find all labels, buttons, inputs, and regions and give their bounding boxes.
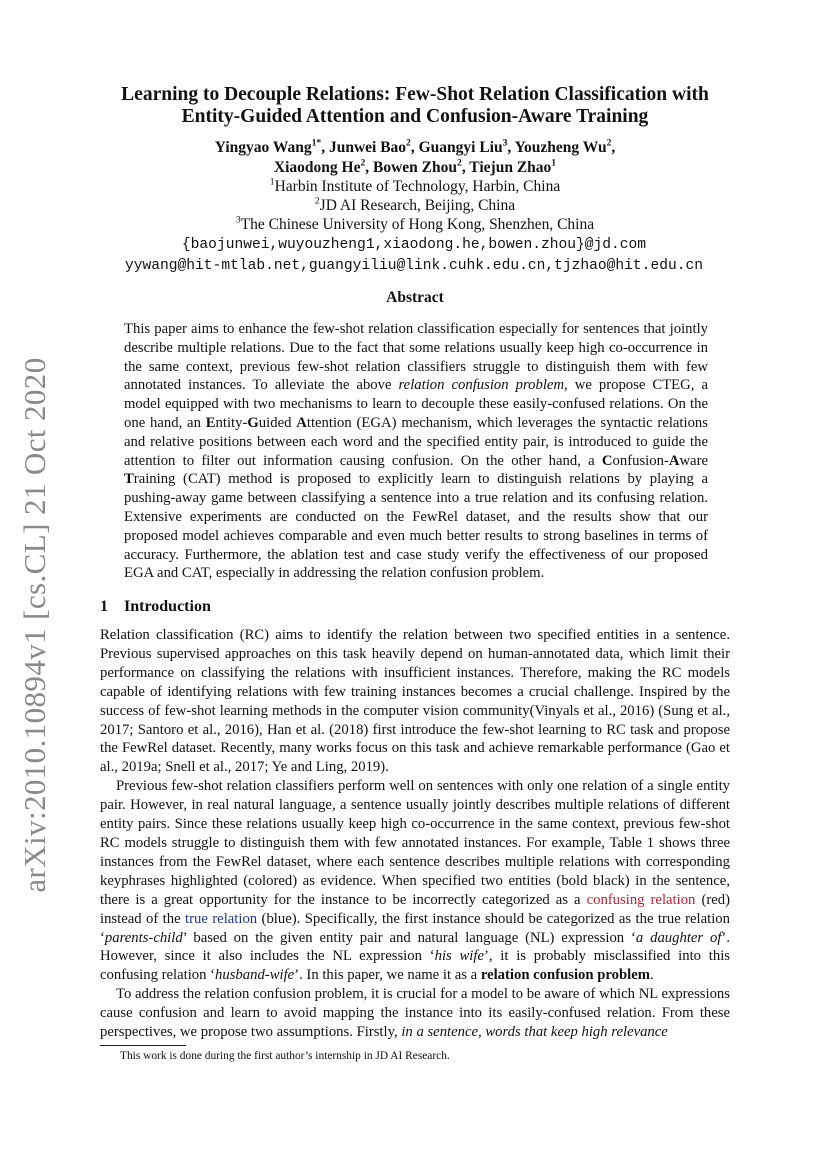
author-name: Guangyi Liu	[418, 139, 503, 156]
section-title: Introduction	[124, 598, 211, 615]
paragraph-3: To address the relation confusion problem, it is crucial for a model to be aware of which NL expressions cause confusion and learn to avoid mapping the instance into its easily-confused relation. From these perspectives, we propose two assumptions. Firstly, in a sentence, words that keep high relevance	[100, 986, 730, 1041]
affiliation-name: The Chinese University of Hong Kong, Shenzhen, China	[240, 216, 595, 233]
author-line-2: Xiaodong He$^2$, Bowen Zhou$^2$, Tiejun Zhao$^1$	[273, 157, 557, 176]
email-line-1: {baojunwei,wuyouzheng1,xiaodong.he,bowen.zhou}@jd.com	[181, 237, 647, 253]
section-heading-introduction	[100, 598, 211, 616]
author-name: Bowen Zhou	[373, 159, 458, 176]
author-affil-mark: 2	[606, 137, 612, 149]
introduction-body	[100, 626, 730, 1042]
author-affil-mark: 2	[406, 137, 411, 149]
affiliation-name: Harbin Institute of Technology, Harbin, China	[274, 178, 561, 195]
relation-confusion-term: relation confusion problem	[480, 967, 651, 984]
abstract-heading: Abstract	[386, 289, 444, 306]
author-name: Junwei Bao	[328, 139, 407, 156]
author-affil-mark: 1*	[311, 137, 322, 149]
affiliation-mark: 3	[235, 214, 241, 226]
author-name: Xiaodong He	[273, 159, 361, 176]
affiliation-1	[100, 177, 730, 197]
author-name: Youzheng Wu	[514, 139, 607, 156]
confusing-relation-highlight: confusing relation	[586, 891, 696, 908]
author-name: Yingyao Wang	[214, 139, 312, 156]
author-list	[100, 138, 730, 178]
affiliation-3	[100, 215, 730, 235]
affiliation-mark: 2	[314, 195, 320, 207]
paragraph-1: Relation classification (RC) aims to identify the relation between two specified entities in a sentence. Previous supervised approaches on this task heavily depend on human-annotated data, which limit their performance on classifying the relations with insufficient instances. Therefore, making the RC models capable of identifying relations with few training instances becomes a crucial challenge. Inspired by the success of few-shot learning methods in the computer vision community(Vinyals et al., 2016) (Sung et al., 2017; Santoro et al., 2016), Han et al. (2018) first introduce the few-shot learning to RC task and propose the FewRel dataset. Recently, many works focus on this task and achieve remarkable performance (Gao et al., 2019a; Snell et al., 2017; Ye and Ling, 2019).	[100, 627, 730, 776]
author-affil-mark: 2	[457, 157, 462, 169]
author-affil-mark: 2	[360, 157, 366, 169]
section-number: 1	[100, 598, 108, 615]
arxiv-identifier: arXiv:2010.10894v1 [cs.CL] 21 Oct 2020	[17, 357, 52, 893]
paper-title	[100, 84, 730, 128]
affiliation-2	[100, 196, 730, 216]
author-line-1: Yingyao Wang$^{1*}$, Junwei Bao$^2$, Guangyi Liu$^3$, Youzheng Wu$^2$,	[214, 137, 616, 156]
footnote-rule	[100, 1045, 186, 1046]
title-line-2: Entity-Guided Attention and Confusion-Aware Training	[181, 106, 649, 127]
author-name: Tiejun Zhao	[469, 159, 552, 176]
affiliation-name: JD AI Research, Beijing, China	[319, 197, 516, 214]
paragraph-2: Previous few-shot relation classifiers perform well on sentences with only one relation of a single entity pair. However, in real natural language, a sentence usually jointly describes multiple relations of different entity pairs. Since these relations usually keep high co-occurrence in the same context, previous few-shot RC models struggle to distinguish them with few annotated instances. For example, Table 1 shows three instances from the FewRel dataset, where each sentence describes multiple relations with corresponding keyphrases highlighted (colored) as evidence. When specified two entities (bold black) in the sentence, there is a great opportunity for the instance to be incorrectly categorized as a confusing relation (red) instead of the true relation (blue). Specifically, the first instance should be categorized as the true relation ‘parents-child’ based on the given entity pair and natural language (NL) expression ‘a daughter of’. However, since it also includes the NL expression ‘his wife’, it is probably misclassified into this confusing relation ‘husband-wife’. In this paper, we name it as a relation confusion problem.	[100, 778, 730, 984]
footnote: This work is done during the first author’s internship in JD AI Research.	[120, 1050, 450, 1062]
author-affil-mark: 3	[502, 137, 508, 149]
abstract-body: This paper aims to enhance the few-shot relation classification especially for sentences that jointly describe multiple relations. Due to the fact that some relations usually keep high co-occurrence in the same context, previous few-shot relation classifiers struggle to distinguish them with few annotated instances. To alleviate the above relation confusion problem, we propose CTEG, a model equipped with two mechanisms to learn to decouple these easily-confused relations. On the one hand, an Entity-Guided Attention (EGA) mechanism, which leverages the syntactic relations and relative positions between each word and the specified entity pair, is introduced to guide the attention to filter out information causing confusion. On the other hand, a Confusion-Aware Training (CAT) method is proposed to explicitly learn to distinguish relations by playing a pushing-away game between classifying a sentence into a true relation and its confusing relation. Extensive experiments are conducted on the FewRel dataset, and the results show that our proposed model achieves comparable and even much better results to strong baselines in terms of accuracy. Furthermore, the ablation test and case study verify the effectiveness of our proposed EGA and CAT, especially in addressing the relation confusion problem.	[124, 321, 708, 582]
author-affil-mark: 1	[551, 157, 557, 169]
abstract-emphasis: relation confusion problem	[398, 377, 565, 394]
arxiv-sidebar-stamp	[8, 357, 62, 893]
email-line-2: yywang@hit-mtlab.net,guangyiliu@link.cuhk.edu.cn,tjzhao@hit.edu.cn	[124, 258, 703, 274]
title-line-1: Learning to Decouple Relations: Few-Shot Relation Classification with	[121, 84, 709, 105]
true-relation-highlight: true relation	[185, 910, 258, 927]
affiliation-mark: 1	[269, 176, 275, 188]
